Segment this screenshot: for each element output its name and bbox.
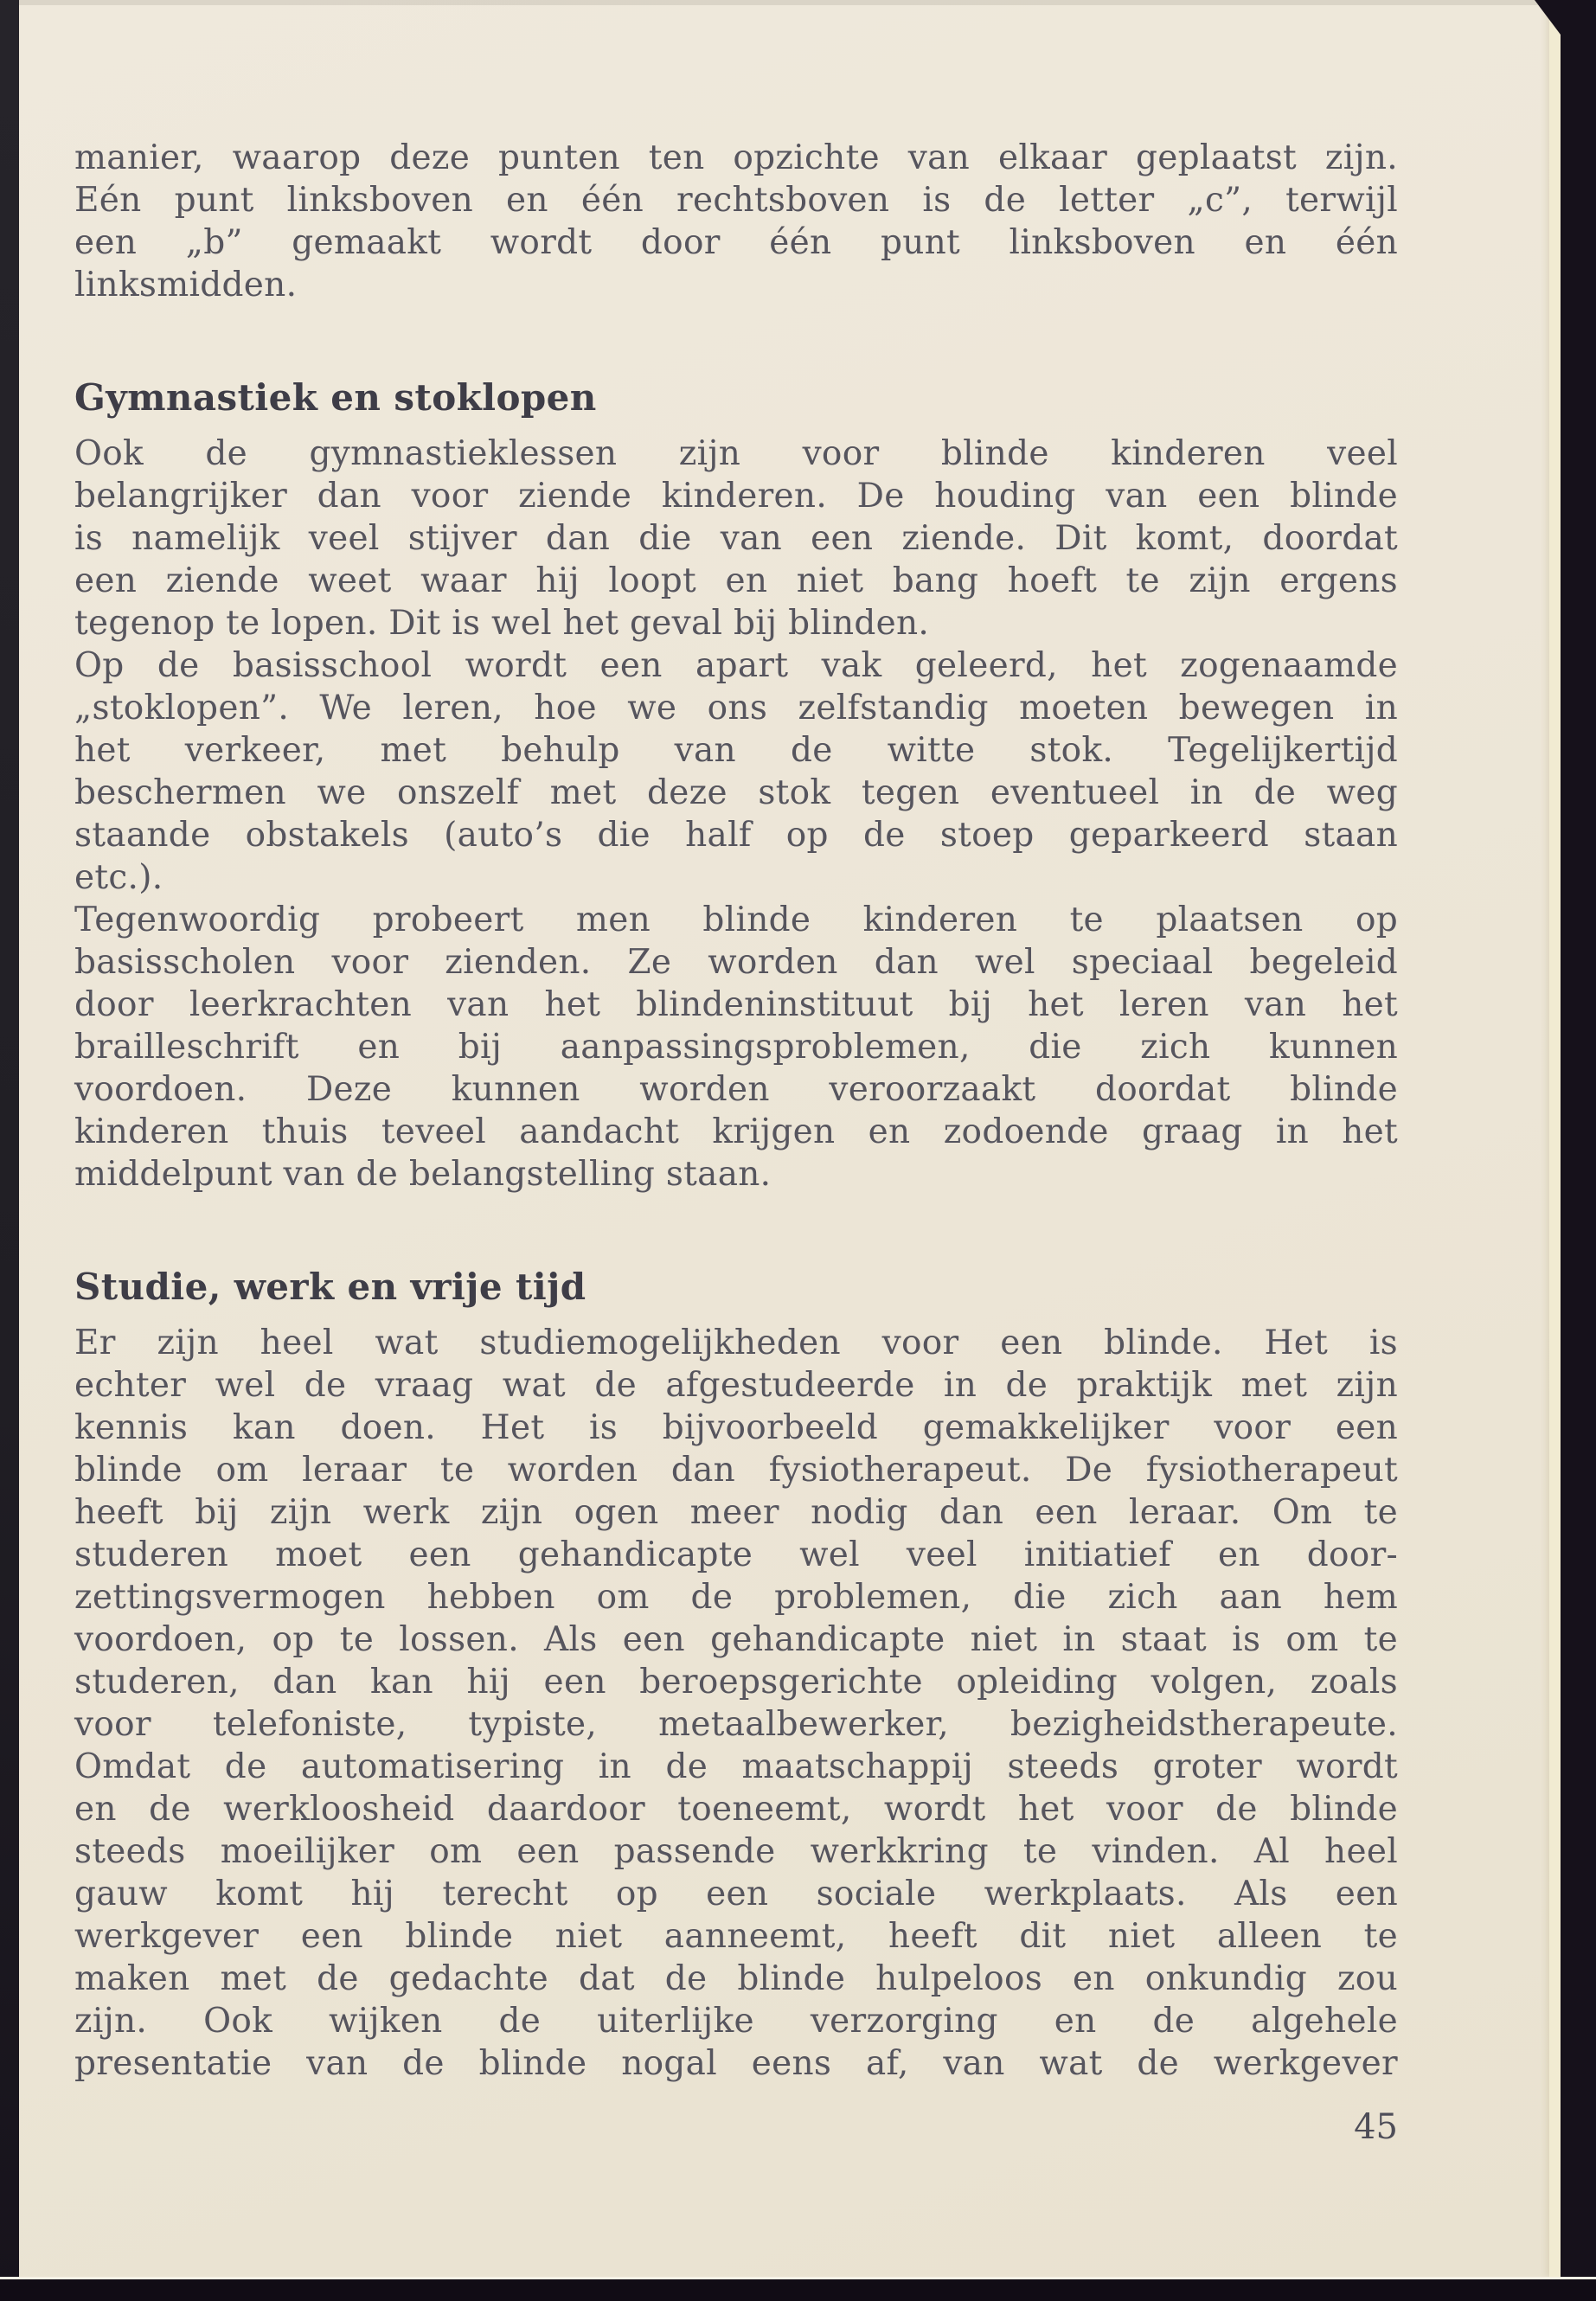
paper-right-edge	[1549, 0, 1561, 2277]
text-line: beschermen we onszelf met deze stok tegen eventueel in de weg	[74, 773, 1398, 812]
text-line: heeft bij zijn werk zijn ogen meer nodig dan een leraar. Om te	[74, 1493, 1398, 1532]
text-line: middelpunt van de belangstelling staan.	[74, 1155, 772, 1194]
text-line: een ziende weet waar hij loopt en niet bang hoeft te zijn ergens	[74, 561, 1398, 600]
section-heading: Gymnastiek en stoklopen	[74, 376, 597, 419]
text-line: Tegenwoordig probeert men blinde kinderen te plaatsen op	[74, 901, 1398, 939]
text-line: een „b” gemaakt wordt door één punt linksboven en één	[74, 223, 1398, 262]
text-line: kinderen thuis teveel aandacht krijgen en zodoende graag in het	[74, 1112, 1398, 1151]
scan-right-edge	[1561, 0, 1596, 2301]
text-line: belangrijker dan voor ziende kinderen. De houding van een blinde	[74, 477, 1398, 516]
text-line: basisscholen voor zienden. Ze worden dan wel speciaal begeleid	[74, 943, 1398, 982]
paragraph	[74, 1322, 1398, 2085]
text-line: studeren, dan kan hij een beroepsgerichte opleiding volgen, zoals	[74, 1663, 1398, 1702]
paper-sheet	[19, 0, 1561, 2277]
text-flow	[74, 137, 1398, 2085]
scan-bottom-edge	[0, 2277, 1596, 2301]
scan-left-edge	[0, 0, 19, 2301]
text-line: voor telefoniste, typiste, metaalbewerker, bezigheidstherapeute.	[74, 1705, 1398, 1744]
text-line: tegenop te lopen. Dit is wel het geval bij blinden.	[74, 604, 930, 643]
text-line: zettingsvermogen hebben om de problemen, die zich aan hem	[74, 1578, 1398, 1617]
text-line: en de werkloosheid daardoor toeneemt, wordt het voor de blinde	[74, 1790, 1398, 1829]
text-line: steeds moeilijker om een passende werkkring te vinden. Al heel	[74, 1832, 1398, 1871]
paragraph	[74, 899, 1398, 1195]
paragraph	[74, 644, 1398, 899]
text-line: werkgever een blinde niet aanneemt, heeft dit niet alleen te	[74, 1917, 1398, 1956]
scan-corner-shadow	[1535, 0, 1561, 35]
text-line: brailleschrift en bij aanpassingsproblemen, die zich kunnen	[74, 1028, 1398, 1067]
text-line: voordoen, op te lossen. Als een gehandicapte niet in staat is om te	[74, 1620, 1398, 1659]
text-line: voordoen. Deze kunnen worden veroorzaakt doordat blinde	[74, 1070, 1398, 1109]
paragraph	[74, 137, 1398, 306]
page-number: 45	[1354, 2107, 1398, 2147]
text-line: gauw komt hij terecht op een sociale werkplaats. Als een	[74, 1875, 1398, 1913]
text-line: Er zijn heel wat studiemogelijkheden voor een blinde. Het is	[74, 1324, 1398, 1362]
section-heading: Studie, werk en vrije tijd	[74, 1266, 586, 1308]
text-line: echter wel de vraag wat de afgestudeerde in de praktijk met zijn	[74, 1366, 1398, 1405]
text-line: studeren moet een gehandicapte wel veel initiatief en door-	[74, 1535, 1398, 1574]
text-line: Op de basisschool wordt een apart vak geleerd, het zogenaamde	[74, 646, 1398, 685]
text-line: blinde om leraar te worden dan fysiotherapeut. De fysiotherapeut	[74, 1451, 1398, 1490]
text-line: presentatie van de blinde nogal eens af, van wat de werkgever	[74, 2044, 1398, 2083]
text-line: door leerkrachten van het blindeninstituut bij het leren van het	[74, 985, 1398, 1024]
paragraph	[74, 433, 1398, 644]
text-line: kennis kan doen. Het is bijvoorbeeld gemakkelijker voor een	[74, 1408, 1398, 1447]
text-line: Omdat de automatisering in de maatschappij steeds groter wordt	[74, 1747, 1398, 1786]
text-line: staande obstakels (auto’s die half op de stoep geparkeerd staan	[74, 816, 1398, 855]
text-line: linksmidden.	[74, 266, 298, 304]
text-line: het verkeer, met behulp van de witte stok. Tegelijkertijd	[74, 731, 1398, 770]
scan-top-smudge	[19, 0, 1561, 5]
text-line: „stoklopen”. We leren, hoe we ons zelfstandig moeten bewegen in	[74, 689, 1398, 727]
text-line: etc.).	[74, 858, 163, 897]
text-line: Eén punt linksboven en één rechtsboven is de letter „c”, terwijl	[74, 181, 1398, 220]
text-line: manier, waarop deze punten ten opzichte van elkaar geplaatst zijn.	[74, 138, 1398, 177]
text-line: is namelijk veel stijver dan die van een ziende. Dit komt, doordat	[74, 519, 1398, 558]
text-line: maken met de gedachte dat de blinde hulpeloos en onkundig zou	[74, 1959, 1398, 1998]
text-line: Ook de gymnastieklessen zijn voor blinde kinderen veel	[74, 434, 1398, 473]
text-line: zijn. Ook wijken de uiterlijke verzorging en de algehele	[74, 2002, 1398, 2041]
